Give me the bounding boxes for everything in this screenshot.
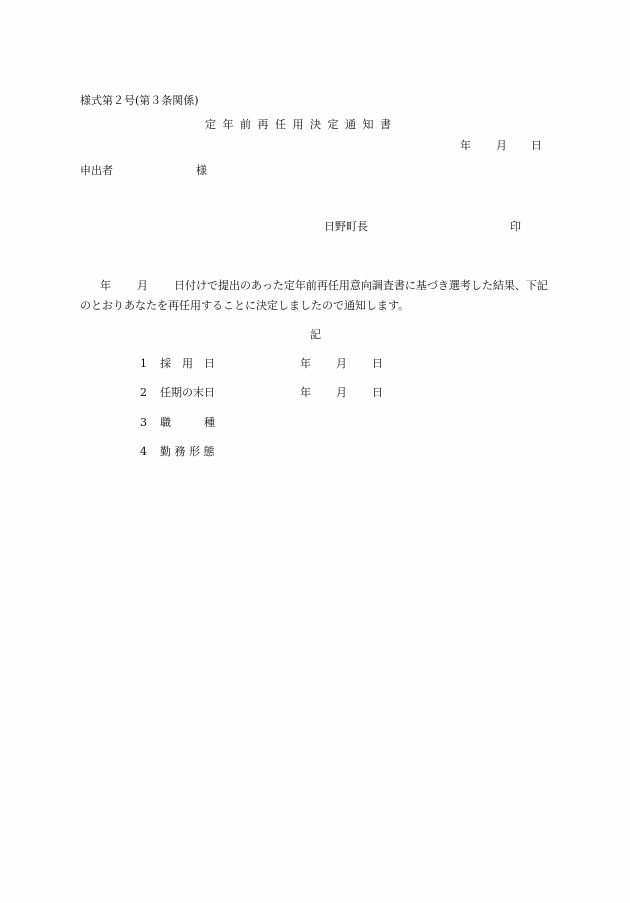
issuer-name: 日野町長 [324, 220, 368, 233]
body-month: 月 [137, 279, 148, 292]
item-day: 日 [372, 386, 383, 399]
item-month: 月 [336, 357, 347, 370]
document-title: 定年前再任用決定通知書 [205, 118, 398, 131]
item-label: 任期の末日 [160, 386, 215, 399]
item-day: 日 [372, 357, 383, 370]
date-month: 月 [496, 139, 507, 152]
date-day: 日 [531, 139, 542, 152]
form-number: 様式第２号(第３条関係) [80, 94, 199, 107]
item-label: 勤 務 形 態 [160, 445, 215, 458]
item-label: 採 用 日 [160, 357, 215, 370]
notice-body [80, 276, 552, 316]
applicant-label: 申出者 [80, 164, 113, 177]
item-number: 1 [140, 357, 147, 370]
body-text: 日付けで提出のあった定年前再任用意向調査書に基づき選考した結果、下記のとおりあなたを再任用することに決定しましたので通知します。 [80, 279, 548, 312]
date-year: 年 [460, 139, 471, 152]
item-number: 4 [140, 445, 147, 458]
item-year: 年 [300, 357, 311, 370]
item-month: 月 [336, 386, 347, 399]
item-number: 2 [140, 386, 147, 399]
applicant-honorific: 様 [196, 164, 207, 177]
item-label: 職 種 [160, 416, 215, 429]
seal-mark: 印 [510, 220, 521, 233]
body-year: 年 [100, 279, 111, 292]
item-number: 3 [140, 416, 147, 429]
ki-heading: 記 [310, 328, 321, 341]
item-year: 年 [300, 386, 311, 399]
